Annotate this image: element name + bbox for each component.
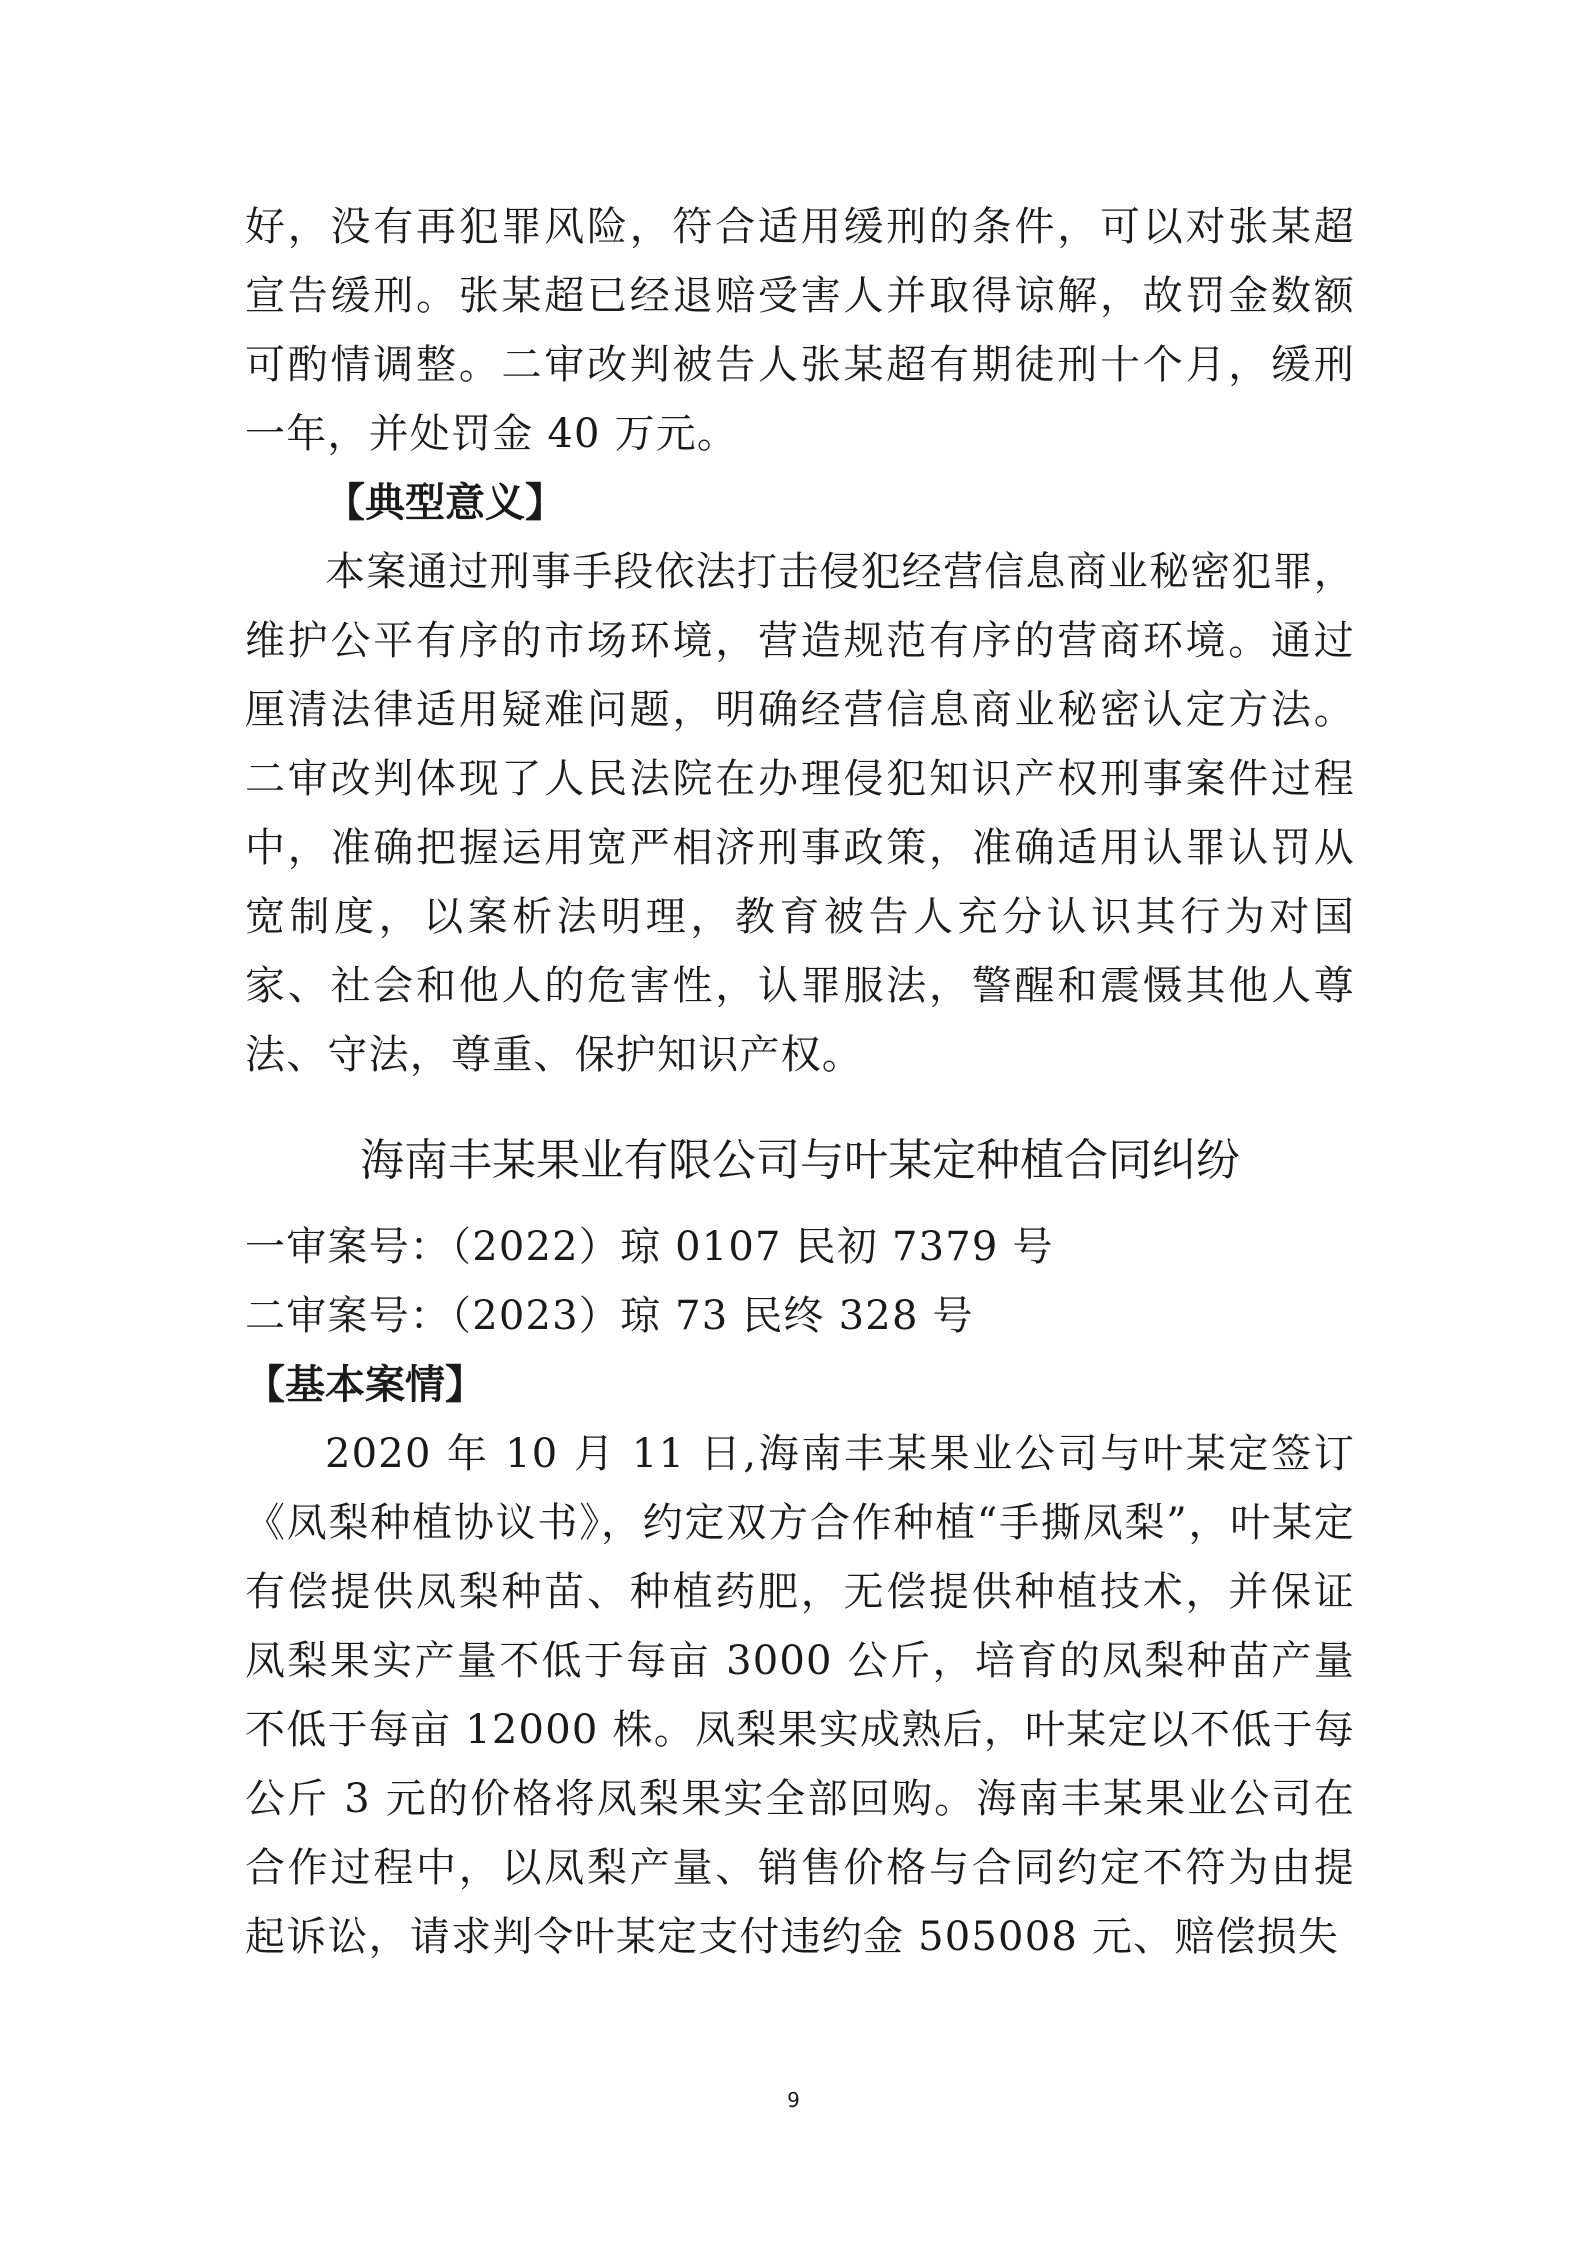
case-title: 海南丰某果业有限公司与叶某定种植合同纠纷 — [360, 1135, 1240, 1186]
first-instance-case-number: 一审案号：（2022）琼 0107 民初 7379 号 — [245, 1224, 1054, 1270]
second-instance-case-number: 二审案号：（2023）琼 73 民终 328 号 — [245, 1293, 974, 1339]
significance-paragraph: 本案通过刑事手段依法打击侵犯经营信息商业秘密犯罪，维护公平有序的市场环境，营造规范有序的营商环境。通过厘清法律适用疑难问题，明确经营信息商业秘密认定方法。二审改判体现了人民法院在办理侵犯知识产权刑事案件过程中，准确把握运用宽严相济刑事政策，准确适用认罪认罚从宽制度，以案析法明理，教育被告人充分认识其行为对国家、社会和他人的危害性，认罪服法，警醒和震慑其他人尊法、守法，尊重、保护知识产权。 — [245, 549, 1355, 1078]
case-continuation-paragraph: 好，没有再犯罪风险，符合适用缓刑的条件，可以对张某超宣告缓刑。张某超已经退赔受害人并取得谅解，故罚金数额可酌情调整。二审改判被告人张某超有期徒刑十个月，缓刑一年，并处罚金 40 万元。 — [245, 204, 1355, 457]
basic-facts-heading: 【基本案情】 — [245, 1362, 485, 1408]
page-number: 9 — [787, 2088, 800, 2112]
significance-heading: 【典型意义】 — [325, 480, 565, 526]
basic-facts-paragraph: 2020 年 10 月 11 日,海南丰某果业公司与叶某定签订《凤梨种植协议书》，约定双方合作种植“手撕凤梨”，叶某定有偿提供凤梨种苗、种植药肥，无偿提供种植技术，并保证凤梨果实产量不低于每亩 3000 公斤，培育的凤梨种苗产量不低于每亩 12000 株。凤梨果实成熟后，叶某定以不低于每公斤 3 元的价格将凤梨果实全部回购。海南丰某果业公司在合作过程中，以凤梨产量、销售价格与合同约定不符为由提起诉讼，请求判令叶某定支付违约金 505008 元、赔偿损失 — [245, 1431, 1355, 1960]
page-content — [245, 193, 1355, 1972]
